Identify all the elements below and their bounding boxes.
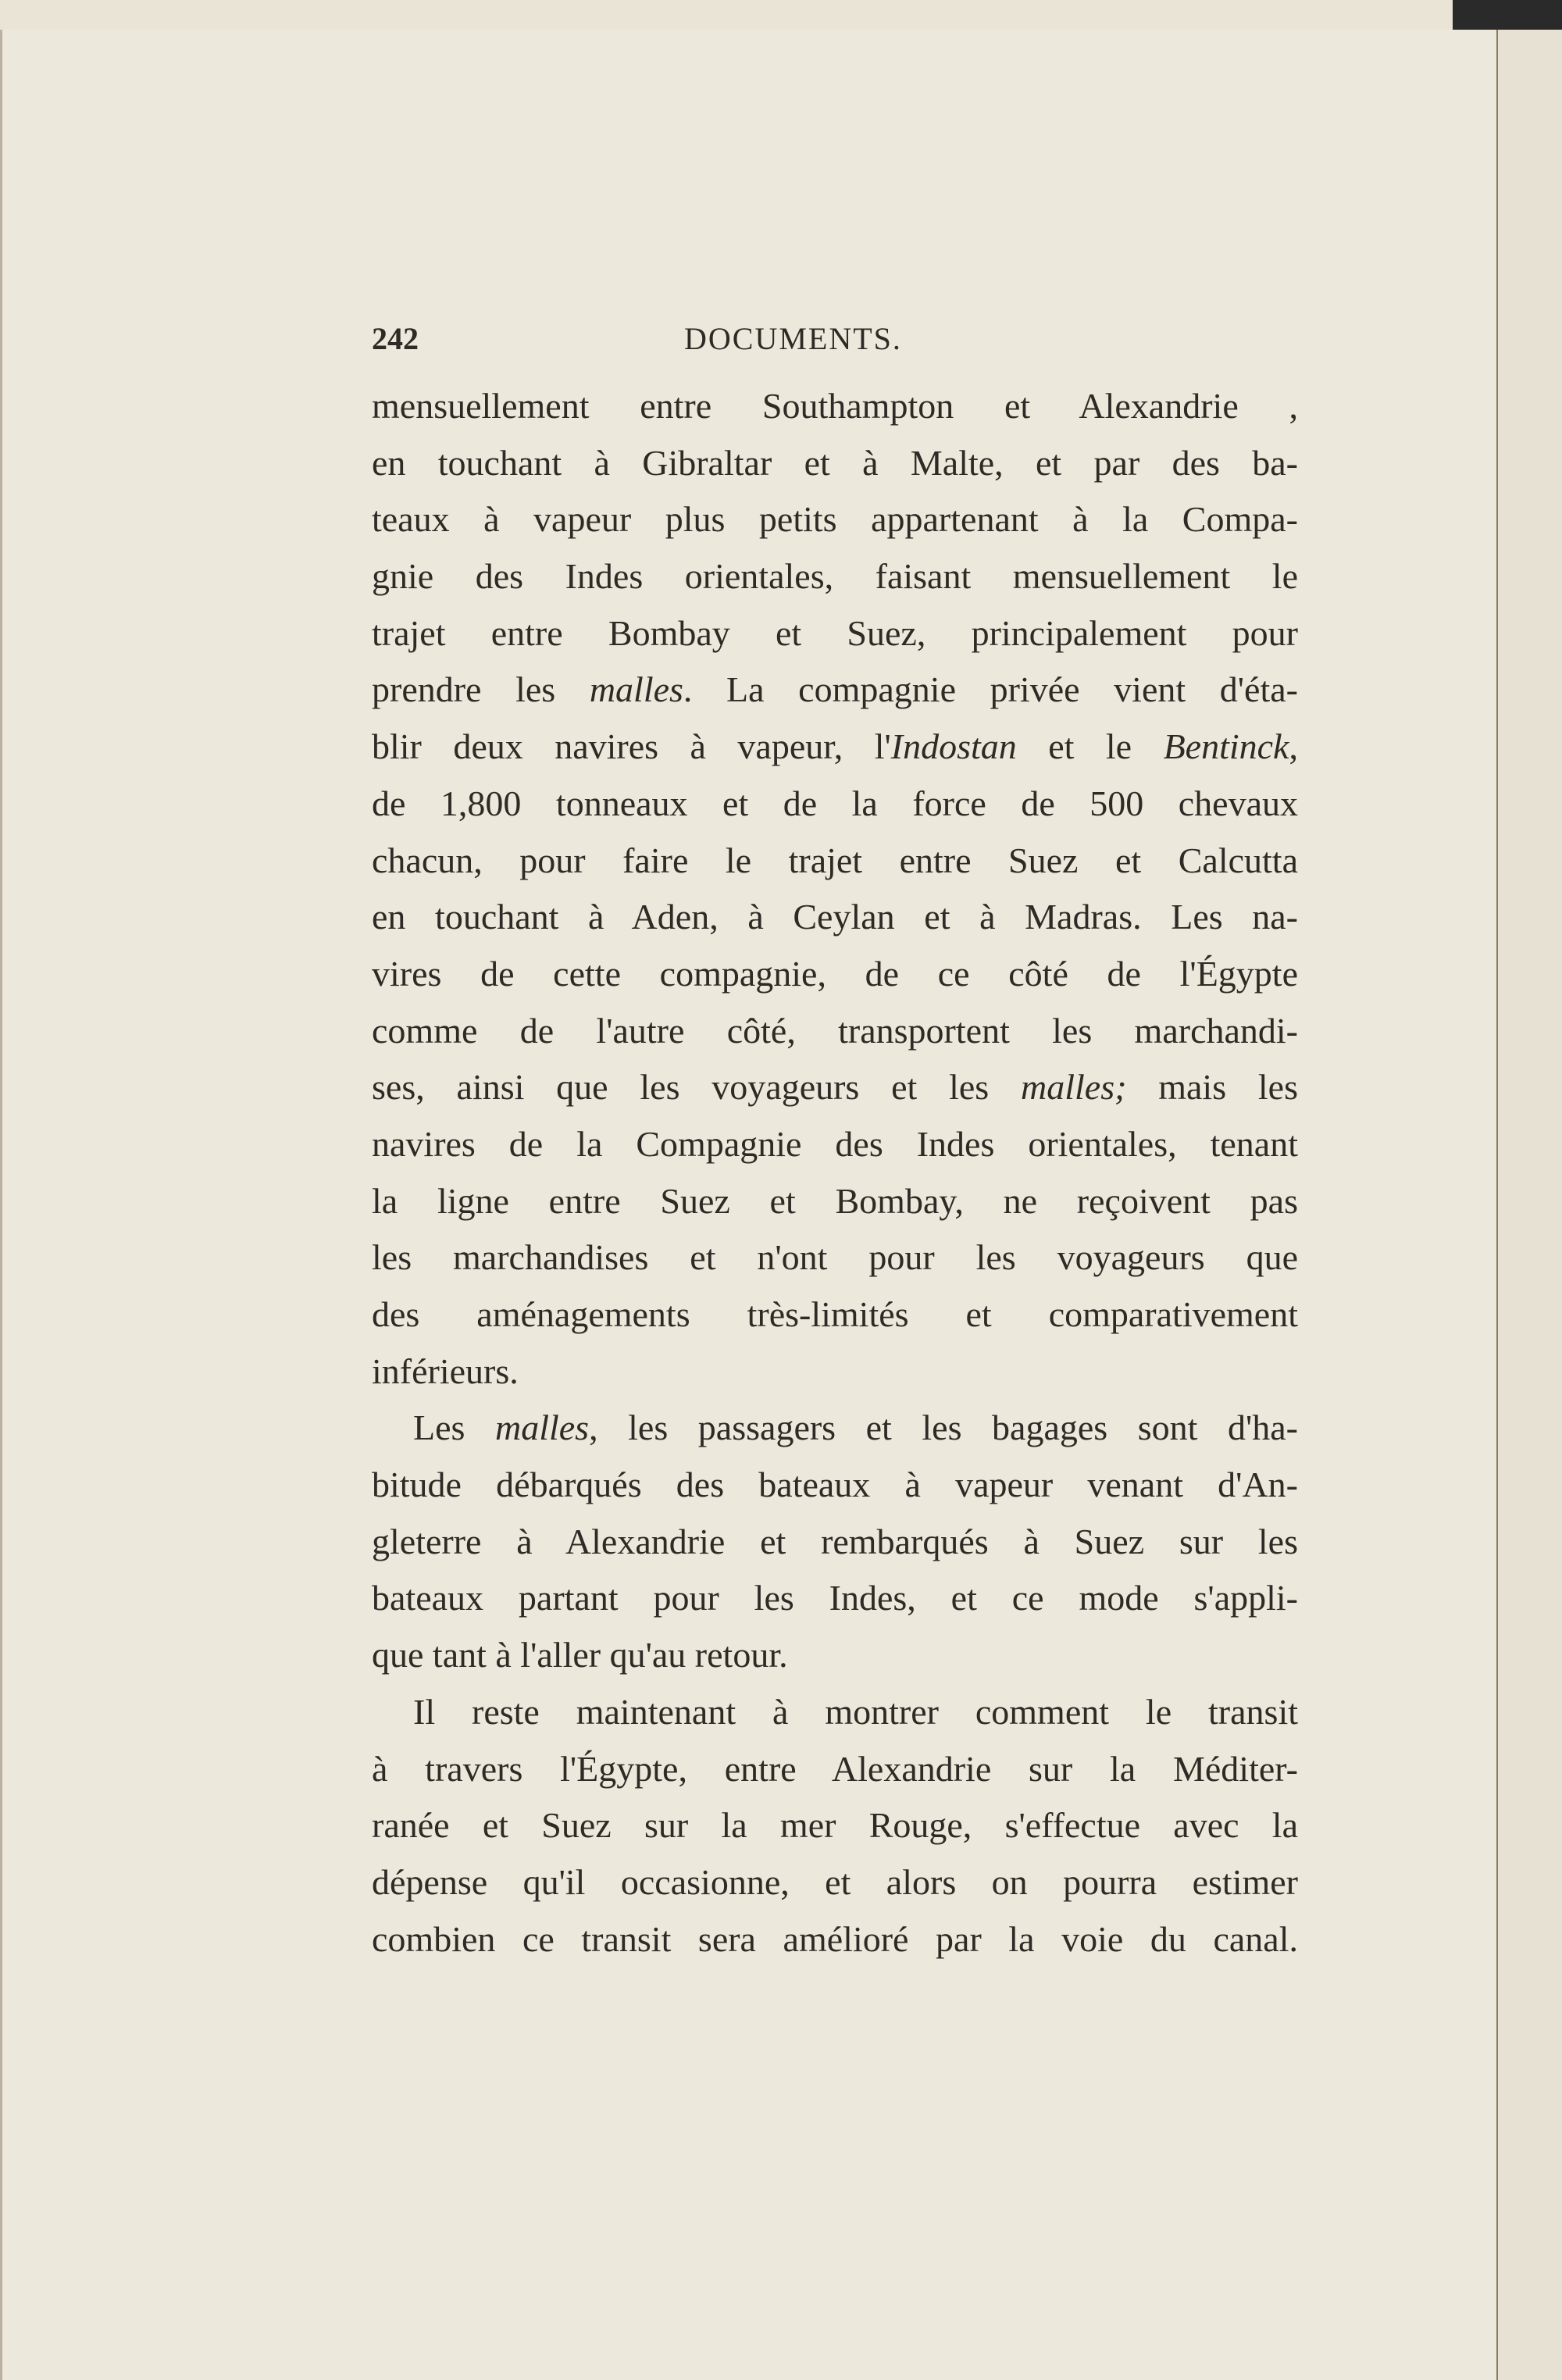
text-segment: chacun, pour faire le trajet entre Suez et Calcutta [372, 840, 1298, 880]
text-segment: trajet entre Bombay et Suez, principalement pour [372, 612, 1298, 653]
text-line [372, 1797, 1298, 1854]
text-line [372, 1854, 1298, 1911]
text-segment: dépense qu'il occasionne, et alors on pourra estimer [372, 1861, 1298, 1902]
text-segment: mensuellement entre Southampton et Alexandrie , [372, 386, 1298, 426]
text-line [372, 1627, 1298, 1684]
text-line [372, 1570, 1298, 1627]
text-segment: Il reste maintenant à montrer comment le transit [413, 1691, 1298, 1732]
text-line [372, 662, 1298, 719]
text-line [372, 1003, 1298, 1060]
text-line [372, 1059, 1298, 1116]
text-segment: , les passagers et les bagages sont d'ha- [589, 1408, 1299, 1448]
text-line [372, 1684, 1298, 1741]
text-line [372, 491, 1298, 548]
text-line [372, 1457, 1298, 1514]
text-segment: , [1289, 726, 1298, 767]
text-line [372, 1741, 1298, 1798]
text-line [372, 1514, 1298, 1571]
text-line [372, 833, 1298, 890]
text-line [372, 719, 1298, 776]
text-segment: gleterre à Alexandrie et rembarqués à Suez sur les [372, 1521, 1298, 1561]
text-segment: mais les [1126, 1067, 1298, 1108]
text-line [372, 889, 1298, 946]
text-segment: blir deux navires à vapeur, l' [372, 726, 891, 767]
text-line [372, 435, 1298, 492]
page-header [372, 320, 1298, 367]
text-line [372, 1343, 1298, 1401]
italic-text: malles [494, 1408, 590, 1448]
text-segment: bitude débarqués des bateaux à vapeur venant d'An- [372, 1465, 1298, 1505]
text-segment: des aménagements très-limités et comparativement [372, 1294, 1298, 1334]
text-line [372, 378, 1298, 435]
text-segment: ranée et Suez sur la mer Rouge, s'effectue avec la [372, 1805, 1298, 1846]
italic-text: Indostan [890, 726, 1017, 767]
text-line [372, 1911, 1298, 1968]
next-page-edge [1496, 30, 1562, 2380]
text-line [372, 1400, 1298, 1457]
text-segment: . La compagnie privée vient d'éta- [683, 669, 1298, 710]
text-segment: ses, ainsi que les voyageurs et les [372, 1067, 1022, 1108]
text-segment: Les [413, 1408, 495, 1448]
text-segment: bateaux partant pour les Indes, et ce mode s'appli- [372, 1578, 1298, 1618]
italic-text: Bentinck [1163, 726, 1289, 767]
page-number: 242 [372, 321, 419, 356]
text-segment: et le [1016, 726, 1164, 767]
text-segment: navires de la Compagnie des Indes orientales, tenant [372, 1123, 1298, 1164]
text-line [372, 1116, 1298, 1173]
text-segment: en touchant à Aden, à Ceylan et à Madras. Les na- [372, 897, 1298, 937]
text-line [372, 1229, 1298, 1286]
body-text [372, 378, 1298, 1968]
text-segment: la ligne entre Suez et Bombay, ne reçoivent pas [372, 1180, 1298, 1221]
text-line [372, 605, 1298, 662]
italic-text: malles; [1021, 1067, 1127, 1108]
text-line [372, 1173, 1298, 1230]
italic-text: malles [589, 669, 683, 710]
text-segment: gnie des Indes orientales, faisant mensuellement le [372, 556, 1298, 597]
text-segment: vires de cette compagnie, de ce côté de l'Égypte [372, 953, 1298, 994]
text-segment: prendre les [372, 669, 590, 710]
text-segment: combien ce transit sera amélioré par la voie du canal. [372, 1918, 1298, 1959]
text-segment: à travers l'Égypte, entre Alexandrie sur la Méditer- [372, 1748, 1298, 1789]
text-line [372, 776, 1298, 833]
text-line [372, 548, 1298, 605]
text-segment: inférieurs. [372, 1351, 519, 1391]
text-segment: comme de l'autre côté, transportent les marchandi- [372, 1010, 1298, 1051]
running-title: DOCUMENTS. [684, 321, 902, 356]
text-segment: les marchandises et n'ont pour les voyageurs que [372, 1237, 1298, 1278]
text-segment: teaux à vapeur plus petits appartenant à la Compa- [372, 499, 1298, 540]
text-segment: en touchant à Gibraltar et à Malte, et par des ba- [372, 442, 1298, 483]
text-line [372, 1286, 1298, 1343]
text-line [372, 946, 1298, 1003]
text-segment: que tant à l'aller qu'au retour. [372, 1635, 788, 1675]
text-segment: de 1,800 tonneaux et de la force de 500 chevaux [372, 783, 1298, 823]
